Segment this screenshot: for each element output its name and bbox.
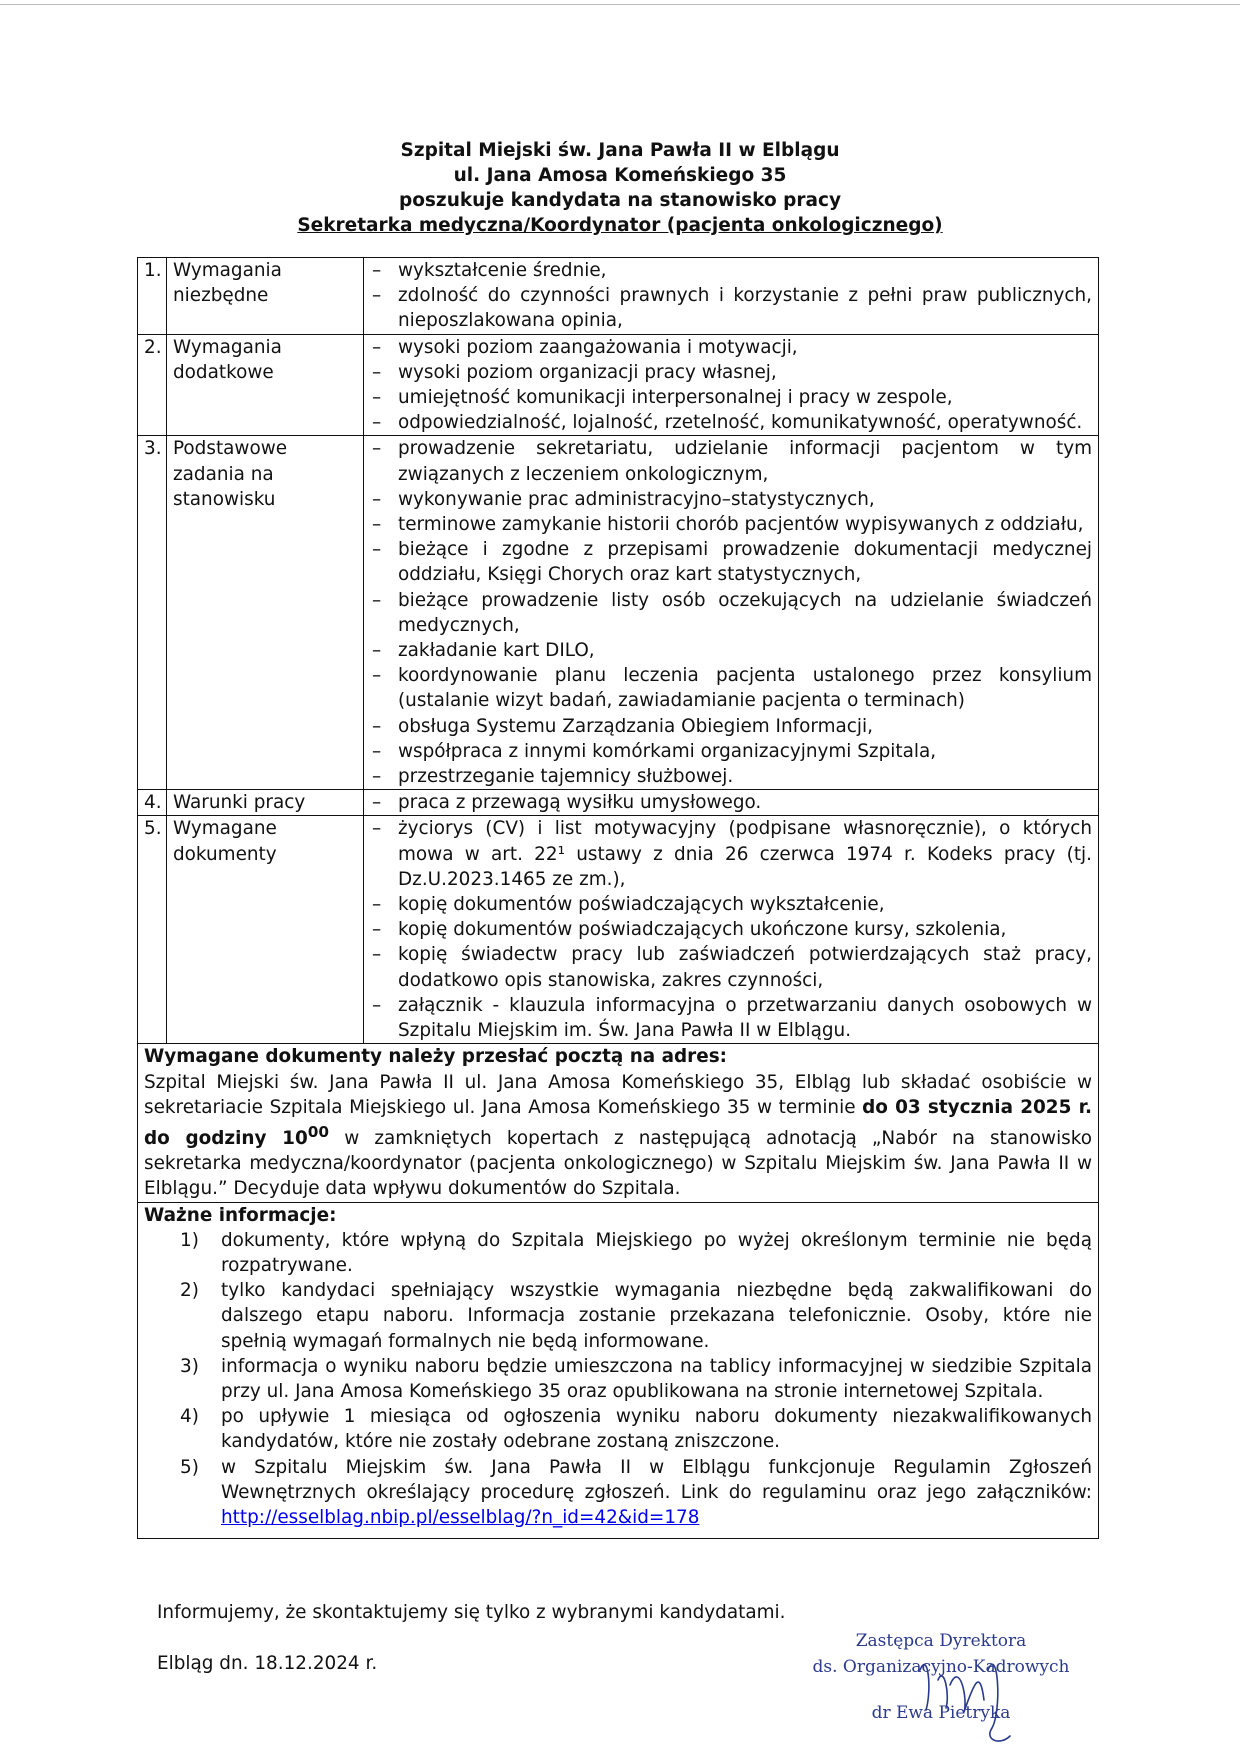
- row-content: [364, 334, 1099, 436]
- info-item: [144, 1228, 1092, 1278]
- list-item: – praca z przewagą wysiłku umysłowego.: [370, 790, 1092, 815]
- row-label: Wymagane dokumenty: [167, 816, 364, 1044]
- list-item: – wysoki poziom zaangażowania i motywacji,: [370, 335, 1092, 360]
- requirement-row: [138, 816, 1099, 1044]
- list-item: – zakładanie kart DILO,: [370, 638, 1092, 663]
- info-item-number: 2): [180, 1280, 199, 1302]
- row-number: 1.: [138, 258, 167, 335]
- list-item: – bieżące i zgodne z przepisami prowadzenie dokumentacji medycznej oddziału, Księgi Chorych oraz kart statystycznych,: [370, 537, 1092, 587]
- info-item: [144, 1354, 1092, 1404]
- requirement-row: [138, 334, 1099, 436]
- info-item-number: 4): [180, 1406, 199, 1428]
- list-item: – bieżące prowadzenie listy osób oczekujących na udzielanie świadczeń medycznych,: [370, 588, 1092, 638]
- row-label: Warunki pracy: [167, 790, 364, 816]
- row-label: Wymagania niezbędne: [167, 258, 364, 335]
- hospital-name: Szpital Miejski św. Jana Pawła II w Elblągu: [400, 140, 840, 161]
- regulations-link[interactable]: http://esselblag.nbip.pl/esselblag/?n_id=42&id=178: [221, 1507, 700, 1529]
- stamp-department: ds. Organizacyjno-Kadrowych: [812, 1657, 1070, 1677]
- important-info-list: [144, 1228, 1092, 1538]
- row-number: 3.: [138, 436, 167, 790]
- list-item: – załącznik - klauzula informacyjna o przetwarzaniu danych osobowych w Szpitalu Miejskim im. Św. Jana Pawła II w Elblągu.: [370, 993, 1092, 1043]
- submission-row: [138, 1044, 1099, 1202]
- info-item-number: 5): [180, 1456, 199, 1478]
- submission-deadline: do 03 stycznia 2025 r. do godziny $10^{00}$: [144, 1096, 1092, 1150]
- list-item: – kopię świadectw pracy lub zaświadczeń potwierdzających staż pracy, dodatkowo opis stanowiska, zakres czynności,: [370, 942, 1092, 992]
- requirements-table: [137, 257, 1099, 1539]
- important-info-heading: Ważne informacje:: [144, 1204, 337, 1226]
- info-item-text: w Szpitalu Miejskim św. Jana Pawła II w Elblągu funkcjonuje Regulamin Zgłoszeń Wewnętrznych określający procedurę zgłoszeń. Link do regulaminu oraz jego załączników:: [221, 1456, 1092, 1503]
- row-items: [370, 335, 1092, 436]
- list-item: – przestrzeganie tajemnicy służbowej.: [370, 764, 1092, 789]
- list-item: – wysoki poziom organizacji pracy własnej,: [370, 360, 1092, 385]
- row-items: [370, 816, 1092, 1043]
- row-number: 2.: [138, 334, 167, 436]
- row-label: Wymagania dodatkowe: [167, 334, 364, 436]
- row-content: [364, 790, 1099, 816]
- info-item-text: tylko kandydaci spełniający wszystkie wymagania niezbędne będą zakwalifikowani do dalszego etapu naboru. Informacja zostanie przekazana telefonicznie. Osoby, które nie spełnią wymagań formalnych nie będą informowane.: [221, 1280, 1092, 1352]
- requirement-row: [138, 258, 1099, 335]
- row-label: Podstawowe zadania na stanowisku: [167, 436, 364, 790]
- handwritten-signature: [880, 1640, 1030, 1750]
- position-title: Sekretarka medyczna/Koordynator (pacjenta onkologicznego): [297, 215, 943, 236]
- info-item-text: dokumenty, które wpłyną do Szpitala Miejskiego po wyżej określonym terminie nie będą rozpatrywane.: [221, 1229, 1092, 1277]
- document-header: [0, 138, 1240, 238]
- contact-note: Informujemy, że skontaktujemy się tylko z wybranymi kandydatami.: [157, 1602, 786, 1623]
- important-info-cell: [138, 1202, 1099, 1539]
- info-item: [144, 1404, 1092, 1454]
- list-item: – wykonywanie prac administracyjno–statystycznych,: [370, 487, 1092, 512]
- info-item: [144, 1455, 1092, 1531]
- submission-heading: Wymagane dokumenty należy przesłać pocztą na adres:: [144, 1046, 728, 1068]
- row-content: [364, 436, 1099, 790]
- list-item: – zdolność do czynności prawnych i korzystanie z pełni praw publicznych, nieposzlakowana opinia,: [370, 283, 1092, 333]
- document-date: Elbląg dn. 18.12.2024 r.: [157, 1653, 378, 1674]
- info-item-number: 1): [180, 1229, 199, 1251]
- row-number: 4.: [138, 790, 167, 816]
- row-items: [370, 790, 1092, 815]
- stamp-name: dr Ewa Pietryka: [871, 1703, 1011, 1723]
- list-item: – obsługa Systemu Zarządzania Obiegiem Informacji,: [370, 714, 1092, 739]
- info-item: [144, 1278, 1092, 1354]
- list-item: – terminowe zamykanie historii chorób pacjentów wypisywanych z oddziału,: [370, 512, 1092, 537]
- row-items: [370, 258, 1092, 334]
- list-item: – prowadzenie sekretariatu, udzielanie informacji pacjentom w tym związanych z leczeniem onkologicznym,: [370, 436, 1092, 486]
- important-info-row: [138, 1202, 1099, 1539]
- info-item-text: po upływie 1 miesiąca od ogłoszenia wyniku naboru dokumenty niezakwalifikowanych kandydatów, które nie zostały odebrane zostaną zniszczone.: [221, 1406, 1092, 1453]
- list-item: – życiorys (CV) i list motywacyjny (podpisane własnoręcznie), o których mowa w art. 22¹ ustawy z dnia 26 czerwca 1974 r. Kodeks pracy (tj. Dz.U.2023.1465 ze zm.),: [370, 816, 1092, 892]
- requirement-row: [138, 436, 1099, 790]
- row-number: 5.: [138, 816, 167, 1044]
- hospital-address: ul. Jana Amosa Komeńskiego 35: [453, 165, 787, 186]
- list-item: – koordynowanie planu leczenia pacjenta ustalonego przez konsylium (ustalanie wizyt badań, zawiadamianie pacjenta o terminach): [370, 663, 1092, 713]
- list-item: – współpraca z innymi komórkami organizacyjnymi Szpitala,: [370, 739, 1092, 764]
- info-item-number: 3): [180, 1355, 199, 1377]
- row-items: [370, 436, 1092, 789]
- stamp-title: Zastępca Dyrektora: [855, 1631, 1027, 1651]
- submission-text: Szpital Miejski św. Jana Pawła II ul. Jana Amosa Komeńskiego 35, Elbląg lub składać osobiście w sekretariacie Szpitala Miejskiego ul. Jana Amosa Komeńskiego 35 w terminie do 03 stycznia 2025 r. do godziny $10^{00}$ w zamkniętych kopertach z następującą adnotacją „Nabór na stanowisko sekretarka medyczna/koordynator (pacjenta onkologicznego) w Szpitalu Miejskim św. Jana Pawła II w Elblągu.” Decyduje data wpływu dokumentów do Szpitala.: [144, 1071, 1093, 1200]
- info-item-text: informacja o wyniku naboru będzie umieszczona na tablicy informacyjnej w siedzibie Szpitala przy ul. Jana Amosa Komeńskiego 35 oraz opublikowana na stronie internetowej Szpitala.: [221, 1355, 1092, 1403]
- requirement-row: [138, 790, 1099, 816]
- list-item: – kopię dokumentów poświadczających wykształcenie,: [370, 892, 1092, 917]
- row-content: [364, 258, 1099, 335]
- row-content: [364, 816, 1099, 1044]
- submission-cell: [138, 1044, 1099, 1202]
- recruitment-intro: poszukuje kandydata na stanowisko pracy: [398, 190, 842, 211]
- list-item: – kopię dokumentów poświadczających ukończone kursy, szkolenia,: [370, 917, 1092, 942]
- scan-edge-line: [0, 4, 1240, 5]
- list-item: – umiejętność komunikacji interpersonalnej i pracy w zespole,: [370, 385, 1092, 410]
- list-item: – odpowiedzialność, lojalność, rzetelność, komunikatywność, operatywność.: [370, 410, 1092, 435]
- list-item: – wykształcenie średnie,: [370, 258, 1092, 283]
